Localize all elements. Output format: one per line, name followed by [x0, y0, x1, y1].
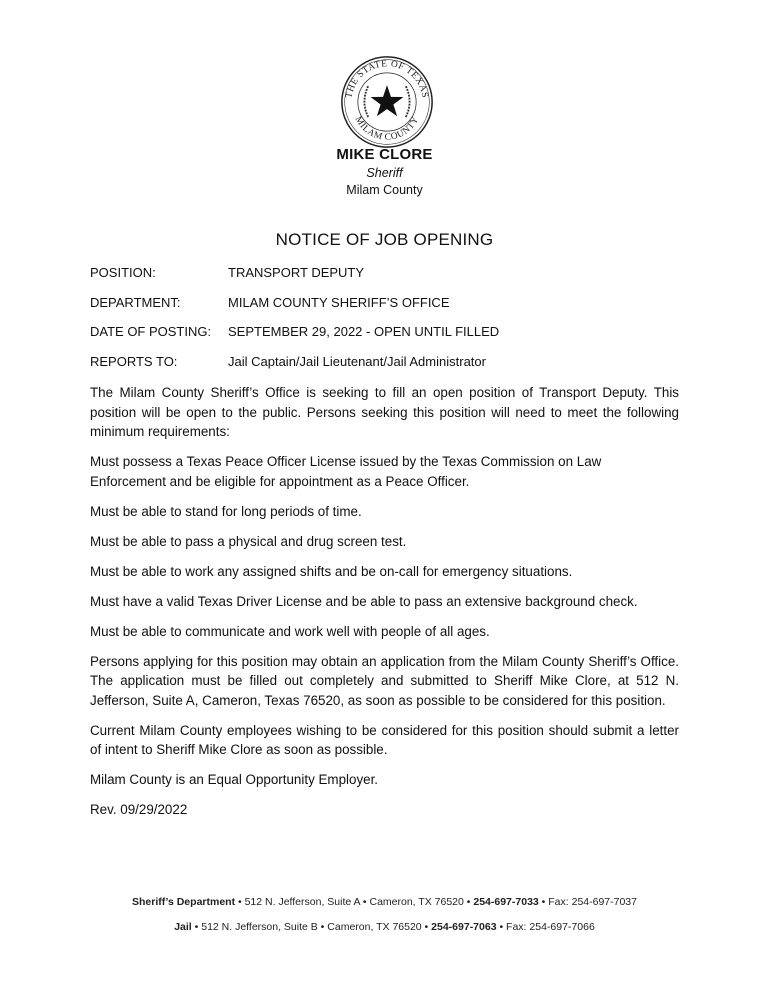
- revision-date: Rev. 09/29/2022: [90, 802, 188, 817]
- county-name: Milam County: [346, 183, 423, 197]
- field-reports-to: [90, 354, 690, 384]
- field-value: Jail Captain/Jail Lieutenant/Jail Administrator: [228, 353, 486, 369]
- paragraph-application: Persons applying for this position may obtain an application from the Milam County Sheriff’s Office. The application must be filled out completely and submitted to Sheriff Mike Clore, at 512 N. Jefferson, Suite A, Cameron, Texas 76520, as soon as possible to be considered for this position.: [90, 653, 679, 708]
- sheriff-title: Sheriff: [366, 166, 403, 180]
- footer-dept-label: Jail: [174, 921, 192, 933]
- field-value: MILAM COUNTY SHERIFF’S OFFICE: [228, 294, 450, 310]
- field-department: [90, 295, 690, 325]
- footer-sheriff-department: [0, 896, 769, 908]
- texas-seal-logo: [340, 55, 434, 149]
- svg-text:THE STATE OF TEXAS: THE STATE OF TEXAS: [344, 59, 430, 99]
- field-date-of-posting: [90, 324, 690, 354]
- paragraph-eoe: Milam County is an Equal Opportunity Employer.: [90, 772, 379, 787]
- paragraph-intro: The Milam County Sheriff’s Office is seeking to fill an open position of Transport Deputy. This position will be open to the public. Persons seeking this position will need to meet the following minimum requirements:: [90, 385, 679, 439]
- field-position: [90, 265, 690, 295]
- footer-address: • 512 N. Jefferson, Suite A • Cameron, TX 76520 •: [235, 896, 474, 908]
- paragraph-employees: Current Milam County employees wishing to be considered for this position should submit a letter of intent to Sheriff Mike Clore as soon as possible.: [90, 722, 679, 757]
- notice-title: NOTICE OF JOB OPENING: [275, 230, 494, 249]
- field-value: SEPTEMBER 29, 2022 - OPEN UNTIL FILLED: [228, 324, 500, 339]
- footer-jail: [0, 921, 769, 933]
- footer-phone: 254-697-7063: [431, 921, 497, 933]
- requirement-shifts: Must be able to work any assigned shifts and be on-call for emergency situations.: [90, 563, 573, 579]
- field-label: DEPARTMENT:: [90, 294, 181, 310]
- footer-address: • 512 N. Jefferson, Suite B • Cameron, TX 76520 •: [191, 921, 432, 933]
- field-value: TRANSPORT DEPUTY: [228, 265, 365, 280]
- sheriff-name: MIKE CLORE: [336, 146, 433, 163]
- footer-dept-label: Sheriff’s Department: [132, 896, 236, 908]
- requirement-stand: Must be able to stand for long periods of time.: [90, 503, 362, 519]
- requirement-driver-license: Must have a valid Texas Driver License and be able to pass an extensive background check.: [90, 593, 638, 609]
- requirement-communicate: Must be able to communicate and work well with people of all ages.: [90, 623, 490, 639]
- footer-fax: • Fax: 254-697-7066: [496, 921, 595, 933]
- field-label: REPORTS TO:: [90, 353, 178, 369]
- field-label: DATE OF POSTING:: [90, 324, 212, 339]
- requirement-physical: Must be able to pass a physical and drug screen test.: [90, 533, 407, 549]
- footer-phone: 254-697-7033: [473, 896, 539, 908]
- svg-text:MILAM COUNTY: MILAM COUNTY: [352, 114, 422, 143]
- notice-body: [90, 383, 679, 830]
- requirement-license: Must possess a Texas Peace Officer License issued by the Texas Commission on Law Enforcement and be eligible for appointment as a Peace Officer.: [90, 454, 602, 489]
- job-fields: [90, 265, 690, 383]
- footer-fax: • Fax: 254-697-7037: [538, 896, 637, 908]
- field-label: POSITION:: [90, 265, 156, 280]
